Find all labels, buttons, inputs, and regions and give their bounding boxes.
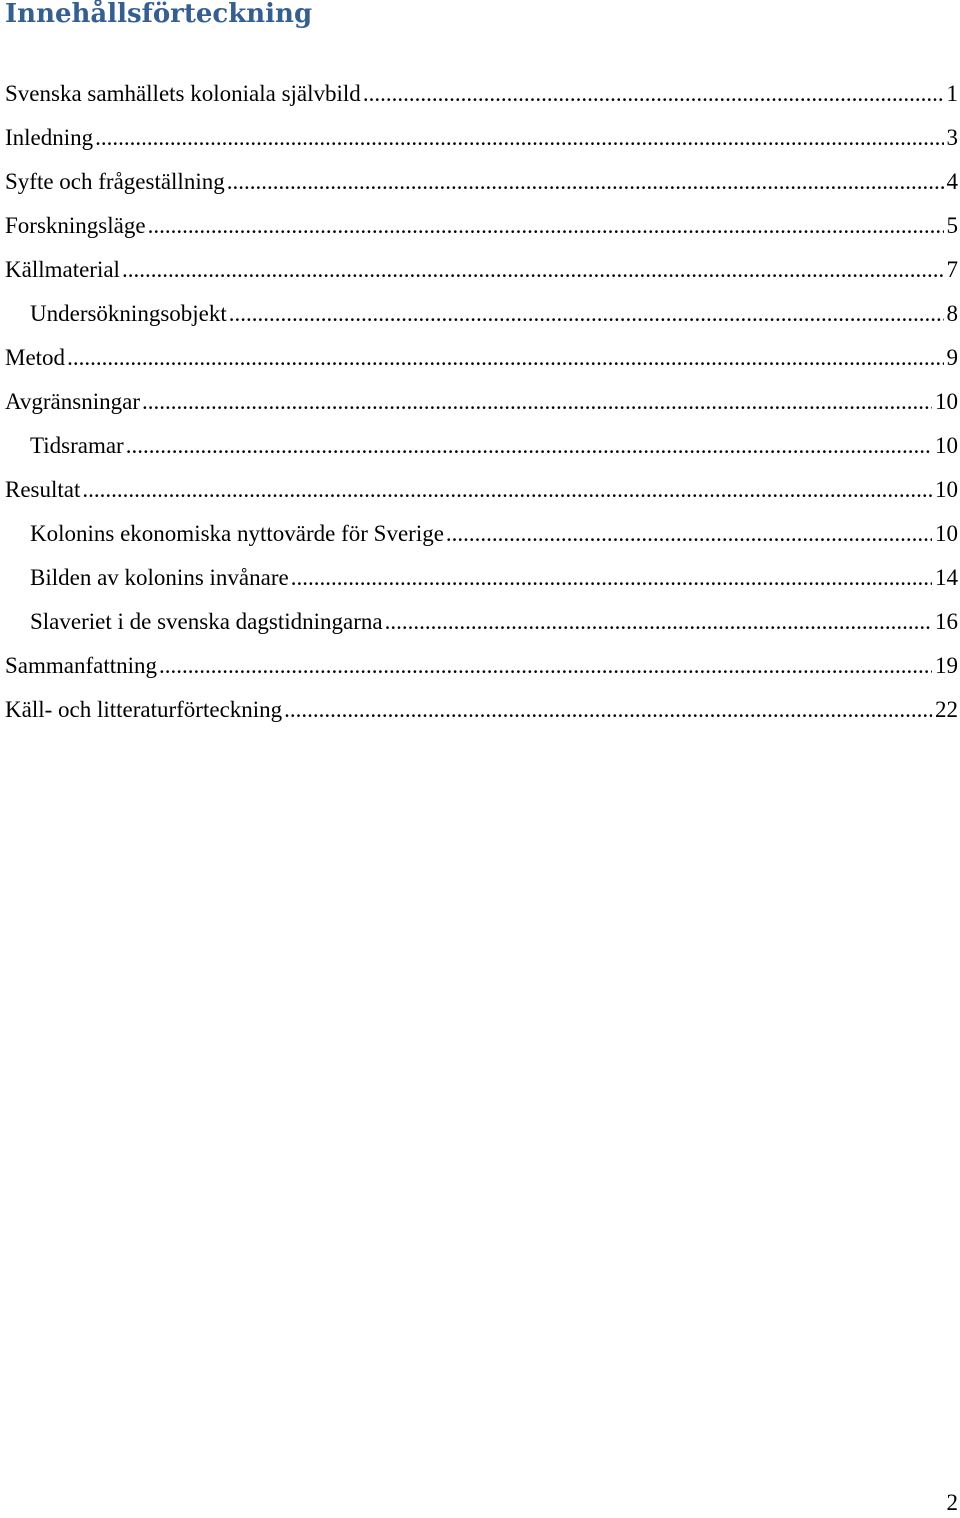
table-of-contents — [0, 72, 960, 732]
toc-dot-leader — [126, 424, 932, 468]
toc-entry[interactable] — [0, 380, 960, 424]
toc-entry-title: Sammanfattning — [5, 653, 158, 678]
toc-entry[interactable] — [0, 424, 960, 468]
toc-dot-leader — [284, 688, 932, 732]
toc-dot-leader — [227, 160, 944, 204]
toc-entry-page: 19 — [935, 653, 958, 678]
toc-entry[interactable] — [0, 600, 960, 644]
toc-entry[interactable] — [0, 644, 960, 688]
toc-entry-title: Källmaterial — [5, 257, 120, 282]
toc-entry-page: 9 — [946, 345, 958, 370]
toc-dot-leader — [159, 644, 932, 688]
toc-entry-title: Resultat — [5, 477, 81, 502]
toc-dot-leader — [67, 336, 943, 380]
toc-entry[interactable] — [0, 116, 960, 160]
toc-entry-title: Käll- och litteraturförteckning — [5, 697, 283, 722]
toc-entry[interactable] — [0, 204, 960, 248]
toc-entry[interactable] — [0, 556, 960, 600]
toc-entry-page: 14 — [935, 565, 958, 590]
toc-entry-page: 3 — [946, 125, 958, 150]
toc-entry-page: 16 — [935, 609, 958, 634]
toc-entry-page: 1 — [946, 81, 958, 106]
toc-entry[interactable] — [0, 72, 960, 116]
toc-entry-title: Undersökningsobjekt — [30, 301, 227, 326]
toc-entry-title: Slaveriet i de svenska dagstidningarna — [30, 609, 383, 634]
toc-dot-leader — [82, 468, 932, 512]
toc-heading: Innehållsförteckning — [5, 0, 313, 29]
toc-entry-title: Avgränsningar — [5, 389, 140, 414]
toc-dot-leader — [148, 204, 944, 248]
toc-dot-leader — [142, 380, 932, 424]
toc-entry-page: 10 — [935, 433, 958, 458]
toc-entry-title: Kolonins ekonomiska nyttovärde för Sverige — [30, 521, 444, 546]
toc-entry[interactable] — [0, 336, 960, 380]
toc-entry-title: Inledning — [5, 125, 94, 150]
toc-entry[interactable] — [0, 292, 960, 336]
toc-entry-page: 10 — [935, 477, 958, 502]
toc-dot-leader — [363, 72, 944, 116]
toc-entry-page: 10 — [935, 521, 958, 546]
toc-entry-title: Bilden av kolonins invånare — [30, 565, 289, 590]
toc-entry[interactable] — [0, 688, 960, 732]
toc-dot-leader — [291, 556, 932, 600]
toc-entry-page: 10 — [935, 389, 958, 414]
toc-entry[interactable] — [0, 160, 960, 204]
toc-entry[interactable] — [0, 468, 960, 512]
toc-dot-leader — [446, 512, 932, 556]
toc-entry-title: Svenska samhällets koloniala självbild — [5, 81, 361, 106]
toc-dot-leader — [95, 116, 943, 160]
toc-entry-title: Forskningsläge — [5, 213, 146, 238]
toc-entry-title: Tidsramar — [30, 433, 124, 458]
toc-entry-page: 5 — [946, 213, 958, 238]
toc-dot-leader — [385, 600, 932, 644]
toc-dot-leader — [122, 248, 944, 292]
toc-entry-page: 22 — [935, 697, 958, 722]
toc-entry-page: 7 — [946, 257, 958, 282]
toc-entry-page: 4 — [946, 169, 958, 194]
toc-entry-title: Metod — [5, 345, 66, 370]
toc-entry-page: 8 — [946, 301, 958, 326]
toc-entry-title: Syfte och frågeställning — [5, 169, 225, 194]
toc-entry[interactable] — [0, 248, 960, 292]
toc-dot-leader — [229, 292, 944, 336]
page-number: 2 — [946, 1490, 958, 1515]
toc-entry[interactable] — [0, 512, 960, 556]
